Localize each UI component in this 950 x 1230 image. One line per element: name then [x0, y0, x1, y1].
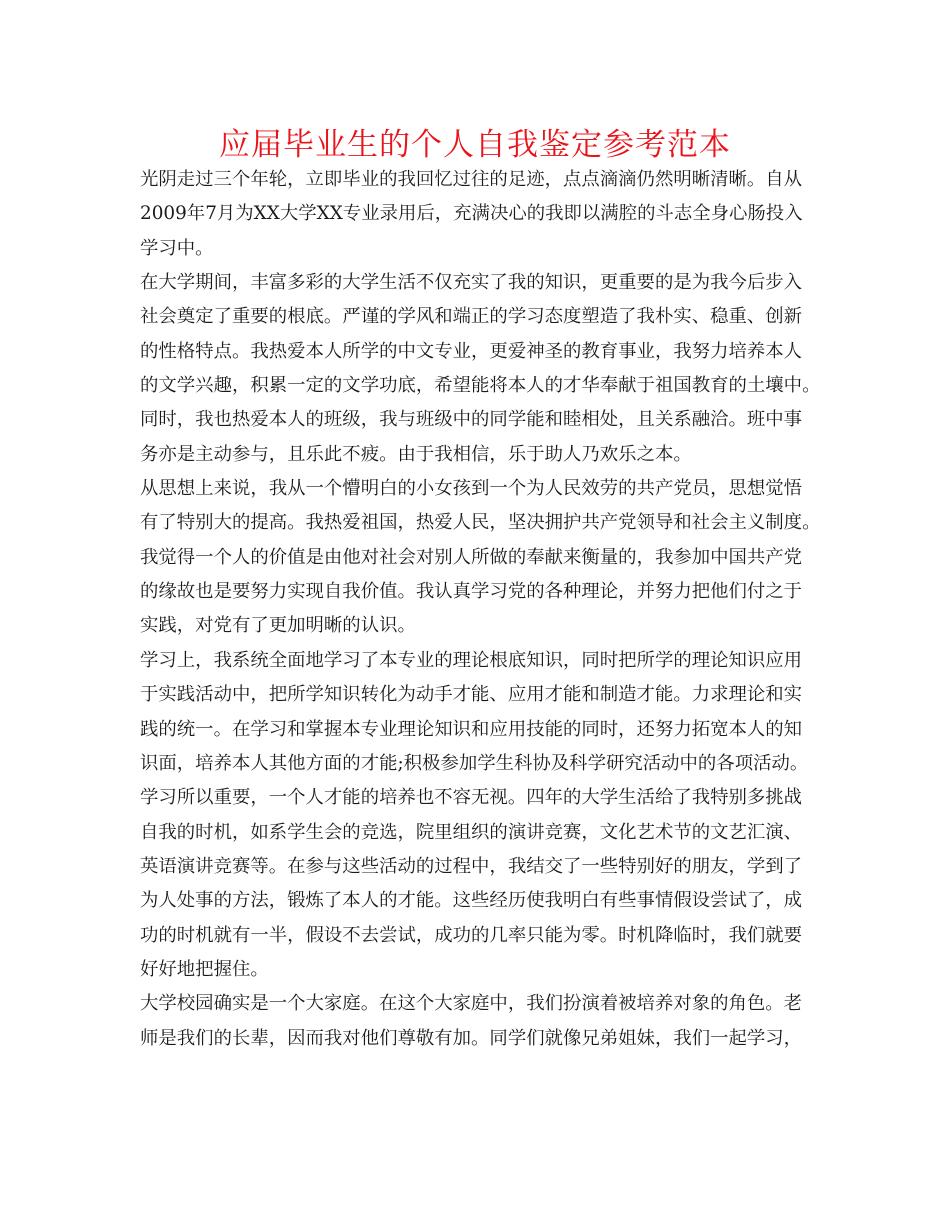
body-line: 践的统一。在学习和掌握本专业理论知识和应用技能的同时，还努力拓宽本人的知 — [140, 718, 803, 740]
document-body — [140, 163, 830, 1056]
body-line: 学习中。 — [140, 237, 214, 259]
body-line: 实践，对党有了更加明晰的认识。 — [140, 615, 416, 637]
body-line: 识面，培养本人其他方面的才能;积极参加学生科协及科学研究活动中的各项活动。 — [140, 752, 809, 774]
body-line: 功的时机就有一半，假设不去尝试，成功的几率只能为零。时机降临时，我们就要 — [140, 924, 803, 946]
body-line: 同时，我也热爱本人的班级，我与班级中的同学能和睦相处，且关系融洽。班中事 — [140, 409, 803, 431]
body-line: 的性格特点。我热爱本人所学的中文专业，更爱神圣的教育事业，我努力培养本人 — [140, 340, 803, 362]
body-line: 学习所以重要，一个人才能的培养也不容无视。四年的大学生活给了我特别多挑战 — [140, 787, 803, 809]
body-line: 英语演讲竞赛等。在参与这些活动的过程中，我结交了一些特别好的朋友，学到了 — [140, 855, 803, 877]
body-line: 光阴走过三个年轮，立即毕业的我回忆过往的足迹，点点滴滴仍然明晰清晰。自从 — [140, 169, 803, 190]
body-line: 的文学兴趣，积累一定的文学功底，希望能将本人的才华奉献于祖国教育的土壤中。 — [140, 375, 821, 397]
document-title: 应届毕业生的个人自我鉴定参考范本 — [219, 127, 731, 163]
body-line: 在大学期间，丰富多彩的大学生活不仅充实了我的知识，更重要的是为我今后步入 — [140, 272, 803, 294]
body-line: 学习上，我系统全面地学习了本专业的理论根底知识，同时把所学的理论知识应用 — [140, 649, 803, 671]
body-line: 好好地把握住。 — [140, 958, 269, 980]
body-line: 2009年7月为XX大学XX专业录用后，充满决心的我即以满腔的斗志全身心肠投入 — [140, 203, 803, 225]
body-line: 师是我们的长辈，因而我对他们尊敬有加。同学们就像兄弟姐妹，我们一起学习， — [140, 1027, 803, 1049]
body-line: 自我的时机，如系学生会的竞选，院里组织的演讲竞赛，文化艺术节的文艺汇演、 — [140, 821, 803, 843]
body-line: 从思想上来说，我从一个懵明白的小女孩到一个为人民效劳的共产党员，思想觉悟 — [140, 478, 803, 500]
body-line: 为人处事的方法，锻炼了本人的才能。这些经历使我明白有些事情假设尝试了，成 — [140, 890, 803, 912]
body-line: 社会奠定了重要的根底。严谨的学风和端正的学习态度塑造了我朴实、稳重、创新 — [140, 306, 803, 328]
body-line: 我觉得一个人的价值是由他对社会对别人所做的奉献来衡量的，我参加中国共产党 — [140, 546, 803, 568]
body-line: 于实践活动中，把所学知识转化为动手才能、应用才能和制造才能。力求理论和实 — [140, 684, 803, 706]
body-line: 有了特别大的提高。我热爱祖国，热爱人民，坚决拥护共产党领导和社会主义制度。 — [140, 512, 821, 534]
body-line: 大学校园确实是一个大家庭。在这个大家庭中，我们扮演着被培养对象的角色。老 — [140, 993, 803, 1015]
body-line: 的缘故也是要努力实现自我价值。我认真学习党的各种理论，并努力把他们付之于 — [140, 581, 803, 603]
body-line: 务亦是主动参与，且乐此不疲。由于我相信，乐于助人乃欢乐之本。 — [140, 443, 692, 465]
